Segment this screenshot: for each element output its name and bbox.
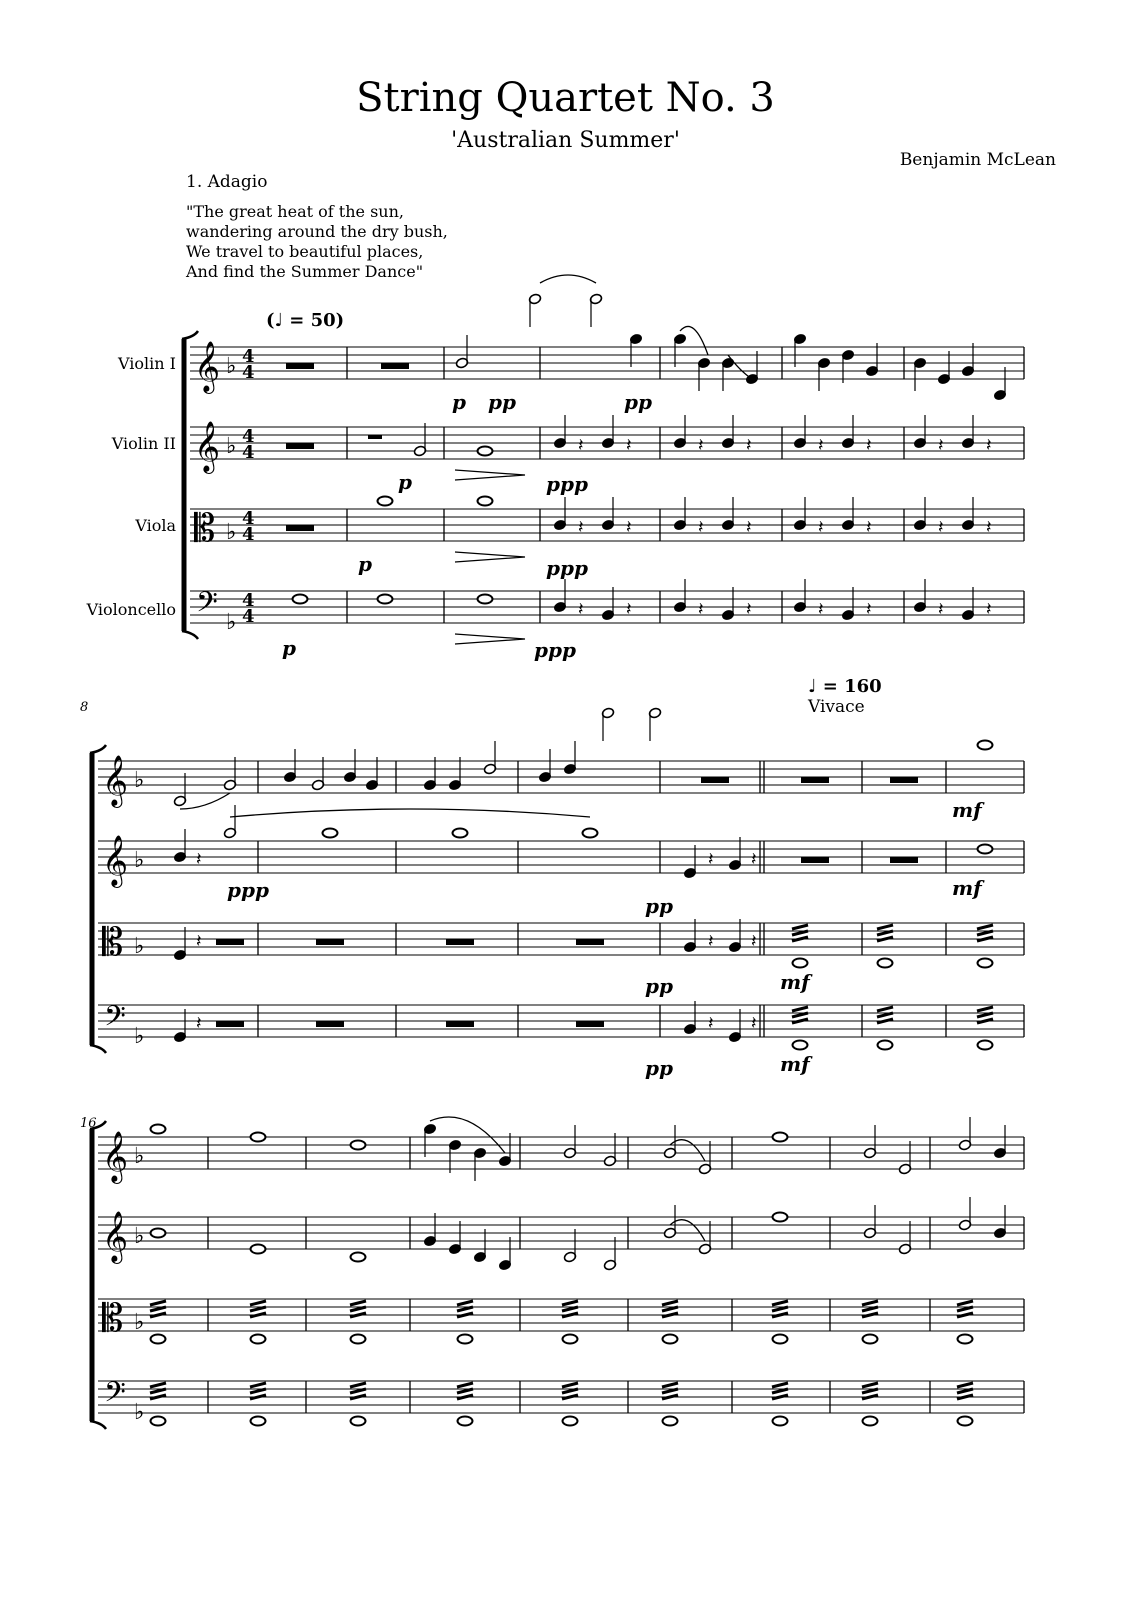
- whole-note: [478, 447, 493, 456]
- decrescendo-hairpin: [455, 470, 525, 480]
- whole-note: [151, 1417, 166, 1426]
- whole-note: [323, 829, 338, 838]
- decrescendo-hairpin: [455, 552, 525, 562]
- whole-note: [863, 1417, 878, 1426]
- multibar-rest: [216, 1021, 244, 1027]
- tremolo-stroke: [792, 1019, 808, 1023]
- whole-note: [773, 1417, 788, 1426]
- notes-layer: [150, 275, 1007, 1426]
- quarter-rest-icon: 𝄽: [938, 517, 944, 538]
- poem-line: And find the Summer Dance": [186, 262, 424, 281]
- tremolo-stroke: [792, 1007, 808, 1011]
- tremolo-stroke: [792, 937, 808, 941]
- score-subtitle: 'Australian Summer': [451, 128, 680, 153]
- measure-number: 8: [80, 700, 89, 715]
- flat-icon: ♭: [134, 1024, 145, 1049]
- flat-icon: ♭: [134, 1144, 145, 1169]
- multibar-rest: [216, 939, 244, 945]
- quarter-rest-icon: 𝄽: [938, 435, 944, 456]
- tremolo-stroke: [862, 1395, 878, 1399]
- quarter-rest-icon: 𝄽: [818, 517, 824, 538]
- slur: [728, 355, 752, 379]
- whole-note: [563, 1335, 578, 1344]
- whole-note: [151, 1229, 166, 1238]
- staves-layer: [90, 331, 1024, 1429]
- tremolo-stroke: [350, 1395, 366, 1399]
- dynamic-mark: p: [452, 390, 466, 414]
- dynamic-mark: mf: [952, 876, 982, 900]
- quarter-rest-icon: 𝄽: [751, 1013, 757, 1034]
- treble-clef-icon: 𝄞: [102, 1211, 129, 1262]
- tremolo-stroke: [877, 925, 893, 929]
- tremolo-stroke: [772, 1301, 788, 1305]
- whole-note: [773, 1213, 788, 1222]
- tremolo-stroke: [862, 1301, 878, 1305]
- tempo-value: ♩ = 160: [808, 676, 882, 697]
- time-signature-top: 4: [242, 346, 255, 367]
- tremolo-stroke: [457, 1395, 473, 1399]
- whole-note: [978, 959, 993, 968]
- tremolo-stroke: [772, 1313, 788, 1317]
- whole-note: [978, 845, 993, 854]
- quarter-rest-icon: 𝄽: [196, 1013, 202, 1034]
- quarter-rest-icon: 𝄽: [746, 435, 752, 456]
- treble-clef-icon: 𝄞: [194, 341, 221, 392]
- tremolo-stroke: [150, 1383, 166, 1387]
- whole-note: [978, 1041, 993, 1050]
- bracket-hook: [182, 631, 198, 639]
- treble-clef-icon: 𝄞: [194, 421, 221, 472]
- tremolo-stroke: [562, 1389, 578, 1393]
- slur: [180, 793, 230, 809]
- whole-note: [151, 1125, 166, 1134]
- whole-note: [458, 1335, 473, 1344]
- quarter-rest-icon: 𝄽: [708, 849, 714, 870]
- quarter-rest-icon: 𝄽: [698, 517, 704, 538]
- quarter-rest-icon: 𝄽: [986, 599, 992, 620]
- tremolo-stroke: [977, 1013, 993, 1017]
- whole-note: [351, 1417, 366, 1426]
- whole-note: [458, 1417, 473, 1426]
- tremolo-stroke: [150, 1313, 166, 1317]
- tremolo-stroke: [662, 1395, 678, 1399]
- tremolo-stroke: [792, 931, 808, 935]
- tremolo-stroke: [957, 1383, 973, 1387]
- dynamic-mark: p: [358, 552, 372, 576]
- whole-note: [478, 497, 493, 506]
- tremolo-stroke: [562, 1313, 578, 1317]
- bass-clef-icon: 𝄢: [104, 1376, 126, 1416]
- tremolo-stroke: [250, 1395, 266, 1399]
- alto-clef-icon: 𝄡: [194, 506, 216, 550]
- whole-note: [663, 1335, 678, 1344]
- bracket-hook: [182, 331, 198, 339]
- slur: [230, 809, 590, 817]
- multibar-rest: [446, 1021, 474, 1027]
- tremolo-stroke: [662, 1389, 678, 1393]
- tremolo-stroke: [877, 1007, 893, 1011]
- multibar-rest: [286, 443, 314, 449]
- time-signature-top: 4: [242, 590, 255, 611]
- bracket-hook: [90, 1045, 106, 1053]
- flat-icon: ♭: [226, 520, 237, 545]
- whole-note: [958, 1417, 973, 1426]
- multibar-rest: [286, 363, 314, 369]
- tremolo-stroke: [150, 1395, 166, 1399]
- multibar-rest: [381, 363, 409, 369]
- dynamic-mark: ppp: [546, 472, 588, 496]
- tremolo-stroke: [150, 1307, 166, 1311]
- tremolo-stroke: [350, 1389, 366, 1393]
- tremolo-stroke: [772, 1395, 788, 1399]
- tremolo-stroke: [772, 1389, 788, 1393]
- tremolo-stroke: [977, 931, 993, 935]
- time-signature-bottom: 4: [242, 442, 255, 463]
- multibar-rest: [316, 939, 344, 945]
- quarter-rest-icon: 𝄽: [986, 435, 992, 456]
- tremolo-stroke: [957, 1395, 973, 1399]
- dynamic-mark: ppp: [546, 556, 588, 580]
- tremolo-stroke: [957, 1307, 973, 1311]
- tremolo-stroke: [862, 1383, 878, 1387]
- bass-clef-icon: 𝄢: [104, 1000, 126, 1040]
- treble-clef-icon: 𝄞: [102, 755, 129, 806]
- dynamic-mark: p: [398, 470, 412, 494]
- time-signature-bottom: 4: [242, 362, 255, 383]
- quarter-rest-icon: 𝄽: [626, 517, 632, 538]
- quarter-rest-icon: 𝄽: [578, 599, 584, 620]
- tremolo-stroke: [957, 1389, 973, 1393]
- tremolo-stroke: [662, 1383, 678, 1387]
- time-signature-bottom: 4: [242, 524, 255, 545]
- tremolo-stroke: [977, 937, 993, 941]
- tremolo-stroke: [350, 1313, 366, 1317]
- tremolo-stroke: [150, 1301, 166, 1305]
- whole-note: [151, 1335, 166, 1344]
- quarter-rest-icon: 𝄽: [986, 517, 992, 538]
- quarter-rest-icon: 𝄽: [196, 849, 202, 870]
- tremolo-stroke: [562, 1395, 578, 1399]
- score-title: String Quartet No. 3: [356, 75, 775, 121]
- whole-note: [378, 595, 393, 604]
- quarter-rest-icon: 𝄽: [751, 849, 757, 870]
- tremolo-stroke: [772, 1383, 788, 1387]
- whole-rest: [368, 435, 382, 439]
- tremolo-stroke: [350, 1383, 366, 1387]
- instrument-label-violin-1: Violin I: [118, 354, 176, 373]
- quarter-rest-icon: 𝄽: [751, 931, 757, 952]
- multibar-rest: [890, 857, 918, 863]
- multibar-rest: [446, 939, 474, 945]
- multibar-rest: [890, 777, 918, 783]
- quarter-rest-icon: 𝄽: [196, 931, 202, 952]
- flat-icon: ♭: [226, 610, 237, 635]
- dynamic-mark: pp: [645, 894, 673, 918]
- tremolo-stroke: [350, 1307, 366, 1311]
- quarter-rest-icon: 𝄽: [818, 435, 824, 456]
- quarter-rest-icon: 𝄽: [708, 931, 714, 952]
- composer: Benjamin McLean: [899, 150, 1056, 170]
- whole-note: [863, 1335, 878, 1344]
- whole-note: [773, 1335, 788, 1344]
- quarter-rest-icon: 𝄽: [708, 1013, 714, 1034]
- tremolo-stroke: [250, 1307, 266, 1311]
- movement-title: 1. Adagio: [186, 172, 268, 192]
- time-signature-top: 4: [242, 508, 255, 529]
- dynamic-mark: mf: [780, 970, 810, 994]
- bracket-hook: [90, 745, 106, 753]
- flat-icon: ♭: [134, 768, 145, 793]
- tremolo-stroke: [772, 1307, 788, 1311]
- whole-note: [663, 1417, 678, 1426]
- tremolo-stroke: [562, 1307, 578, 1311]
- tremolo-stroke: [457, 1307, 473, 1311]
- tremolo-stroke: [457, 1389, 473, 1393]
- quarter-rest-icon: 𝄽: [578, 435, 584, 456]
- quarter-rest-icon: 𝄽: [698, 599, 704, 620]
- tempo-label: Vivace: [808, 697, 865, 717]
- quarter-rest-icon: 𝄽: [938, 599, 944, 620]
- whole-note: [453, 829, 468, 838]
- tremolo-stroke: [457, 1313, 473, 1317]
- tremolo-stroke: [562, 1301, 578, 1305]
- bracket-hook: [90, 1121, 106, 1129]
- tremolo-stroke: [862, 1307, 878, 1311]
- dynamic-mark: pp: [645, 1056, 673, 1080]
- tremolo-stroke: [250, 1301, 266, 1305]
- tremolo-stroke: [250, 1389, 266, 1393]
- tremolo-stroke: [957, 1301, 973, 1305]
- tremolo-stroke: [792, 925, 808, 929]
- whole-note: [878, 1041, 893, 1050]
- flat-icon: ♭: [134, 1400, 145, 1425]
- whole-note: [793, 1041, 808, 1050]
- multibar-rest: [286, 525, 314, 531]
- tremolo-stroke: [977, 1019, 993, 1023]
- flat-icon: ♭: [134, 934, 145, 959]
- tempo-marking-adagio: (♩ = 50): [266, 310, 345, 331]
- time-signature-top: 4: [242, 426, 255, 447]
- tremolo-stroke: [877, 1013, 893, 1017]
- whole-note: [293, 595, 308, 604]
- slur: [430, 1117, 505, 1153]
- quarter-rest-icon: 𝄽: [866, 517, 872, 538]
- tremolo-stroke: [250, 1383, 266, 1387]
- multibar-rest: [701, 777, 729, 783]
- dynamic-mark: pp: [645, 974, 673, 998]
- tremolo-stroke: [877, 937, 893, 941]
- tremolo-stroke: [862, 1389, 878, 1393]
- quarter-rest-icon: 𝄽: [746, 599, 752, 620]
- quarter-rest-icon: 𝄽: [866, 435, 872, 456]
- bass-clef-icon: 𝄢: [196, 586, 218, 626]
- dynamic-mark: mf: [780, 1052, 810, 1076]
- whole-note: [251, 1417, 266, 1426]
- dynamic-mark: ppp: [227, 878, 269, 902]
- decrescendo-hairpin: [455, 634, 525, 644]
- quarter-rest-icon: 𝄽: [818, 599, 824, 620]
- whole-note: [378, 497, 393, 506]
- tremolo-stroke: [250, 1313, 266, 1317]
- tremolo-stroke: [977, 1007, 993, 1011]
- flat-icon: ♭: [134, 1224, 145, 1249]
- tremolo-stroke: [977, 925, 993, 929]
- whole-note: [878, 959, 893, 968]
- multibar-rest: [316, 1021, 344, 1027]
- tremolo-stroke: [877, 1019, 893, 1023]
- quarter-rest-icon: 𝄽: [866, 599, 872, 620]
- tremolo-stroke: [150, 1389, 166, 1393]
- whole-note: [351, 1335, 366, 1344]
- tremolo-stroke: [562, 1383, 578, 1387]
- whole-note: [583, 829, 598, 838]
- dynamic-mark: p: [282, 636, 296, 660]
- time-signature-bottom: 4: [242, 606, 255, 627]
- tremolo-stroke: [662, 1307, 678, 1311]
- whole-note: [478, 595, 493, 604]
- quarter-rest-icon: 𝄽: [698, 435, 704, 456]
- whole-note: [351, 1253, 366, 1262]
- whole-note: [978, 741, 993, 750]
- tremolo-stroke: [862, 1313, 878, 1317]
- measure-number: 16: [80, 1116, 97, 1131]
- instrument-label-violin-2: Violin II: [111, 434, 176, 453]
- flat-icon: ♭: [226, 434, 237, 459]
- tremolo-stroke: [457, 1383, 473, 1387]
- tremolo-stroke: [877, 931, 893, 935]
- quarter-rest-icon: 𝄽: [746, 517, 752, 538]
- poem-line: wandering around the dry bush,: [186, 222, 448, 241]
- whole-note: [563, 1417, 578, 1426]
- treble-clef-icon: 𝄞: [102, 835, 129, 886]
- multibar-rest: [576, 1021, 604, 1027]
- tremolo-stroke: [662, 1313, 678, 1317]
- flat-icon: ♭: [134, 1310, 145, 1335]
- quarter-rest-icon: 𝄽: [578, 517, 584, 538]
- dynamic-mark: ppp: [534, 638, 576, 662]
- tremolo-stroke: [350, 1301, 366, 1305]
- quarter-rest-icon: 𝄽: [626, 599, 632, 620]
- multibar-rest: [576, 939, 604, 945]
- multibar-rest: [801, 857, 829, 863]
- flat-icon: ♭: [226, 354, 237, 379]
- tremolo-stroke: [457, 1301, 473, 1305]
- poem-line: "The great heat of the sun,: [186, 202, 404, 221]
- whole-note: [773, 1133, 788, 1142]
- tremolo-stroke: [957, 1313, 973, 1317]
- whole-note: [351, 1141, 366, 1150]
- instrument-label-viola: Viola: [135, 516, 176, 535]
- tremolo-stroke: [792, 1013, 808, 1017]
- treble-clef-icon: 𝄞: [102, 1131, 129, 1182]
- whole-note: [251, 1335, 266, 1344]
- dynamic-mark: pp: [488, 390, 516, 414]
- dynamic-mark: mf: [952, 798, 982, 822]
- whole-note: [958, 1335, 973, 1344]
- alto-clef-icon: 𝄡: [102, 920, 124, 964]
- whole-note: [251, 1245, 266, 1254]
- multibar-rest: [801, 777, 829, 783]
- slur: [540, 275, 596, 283]
- whole-note: [793, 959, 808, 968]
- instrument-label-cello: Violoncello: [86, 600, 176, 619]
- bracket-hook: [90, 1421, 106, 1429]
- flat-icon: ♭: [134, 848, 145, 873]
- tremolo-stroke: [662, 1301, 678, 1305]
- poem-line: We travel to beautiful places,: [186, 242, 424, 261]
- dynamic-mark: pp: [624, 390, 652, 414]
- alto-clef-icon: 𝄡: [102, 1296, 124, 1340]
- quarter-rest-icon: 𝄽: [626, 435, 632, 456]
- whole-note: [251, 1133, 266, 1142]
